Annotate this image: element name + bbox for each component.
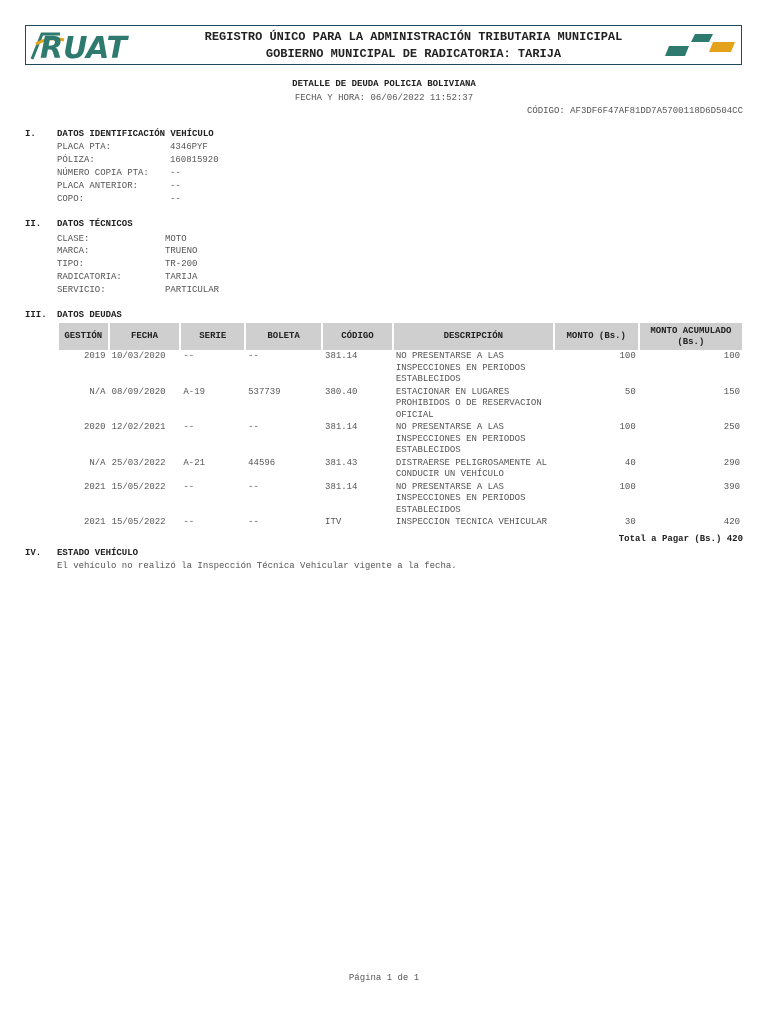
cell-boleta: 537739 xyxy=(248,386,281,397)
cell-codigo: 380.40 xyxy=(325,386,358,397)
cell-serie: -- xyxy=(183,481,195,492)
cell-monto: 50 xyxy=(624,386,636,397)
total-to-pay: Total a Pagar (Bs.) 420 xyxy=(618,534,743,544)
field-label-radicatoria: RADICATORIA: xyxy=(57,272,122,282)
cell-descripcion: DISTRAERSE PELIGROSAMENTE AL CONDUCIR UN VEHÍCULO xyxy=(395,457,548,479)
section1-title: DATOS IDENTIFICACIÓN VEHÍCULO xyxy=(57,129,214,139)
cell-gestion: 2021 xyxy=(83,517,106,527)
cell-fecha: 15/05/2022 xyxy=(111,481,166,492)
field-value-copia: -- xyxy=(170,168,181,178)
field-value-servicio: PARTICULAR xyxy=(165,285,220,295)
field-label-poliza: PÓLIZA: xyxy=(57,155,95,165)
cell-monto: 100 xyxy=(619,351,636,361)
cell-gestion: N/A xyxy=(89,386,106,397)
cell-monto: 100 xyxy=(619,481,636,492)
cell-descripcion: NO PRESENTARSE A LAS INSPECCIONES EN PERIODOS ESTABLECIDOS xyxy=(395,351,526,384)
cell-boleta: -- xyxy=(248,481,259,492)
document-code: CÓDIGO: AF3DF6F47AF81DD7A5700118D6D504CC xyxy=(526,106,743,116)
column-header-serie: SERIE xyxy=(181,323,244,350)
field-label-marca: MARCA: xyxy=(57,246,90,256)
table-row xyxy=(59,457,742,481)
cell-codigo: ITV xyxy=(325,517,342,527)
cell-serie: A-19 xyxy=(183,386,206,397)
field-label-copia: NÚMERO COPIA PTA: xyxy=(57,168,149,178)
column-header-descripcion: DESCRIPCIÓN xyxy=(394,323,553,350)
header-title xyxy=(176,29,651,63)
flag-emblem-icon xyxy=(657,30,737,62)
document-header xyxy=(25,25,742,65)
cell-serie: -- xyxy=(183,351,195,361)
cell-descripcion: INSPECCION TECNICA VEHICULAR xyxy=(395,517,548,527)
field-value-tipo: TR-200 xyxy=(165,259,198,269)
cell-monto-acumulado: 150 xyxy=(723,386,740,397)
debts-table xyxy=(57,323,744,539)
table-row xyxy=(59,481,742,517)
cell-gestion: 2020 xyxy=(83,422,106,432)
section3-title: DATOS DEUDAS xyxy=(57,310,122,320)
field-value-clase: MOTO xyxy=(165,234,187,244)
cell-fecha: 08/09/2020 xyxy=(111,386,166,397)
cell-codigo: 381.14 xyxy=(325,422,358,432)
cell-monto: 40 xyxy=(624,457,636,468)
column-header-codigo: CÓDIGO xyxy=(323,323,392,350)
field-label-tipo: TIPO: xyxy=(57,259,85,269)
section4-number: IV. xyxy=(25,548,42,558)
field-label-servicio: SERVICIO: xyxy=(57,285,106,295)
cell-gestion: 2021 xyxy=(83,481,106,492)
ruat-logo xyxy=(30,30,160,62)
cell-boleta: -- xyxy=(248,422,259,432)
cell-monto: 30 xyxy=(624,517,636,527)
cell-codigo: 381.14 xyxy=(325,351,358,361)
cell-monto-acumulado: 250 xyxy=(723,422,740,432)
cell-monto-acumulado: 390 xyxy=(723,481,740,492)
section4-title: ESTADO VEHÍCULO xyxy=(57,548,139,558)
table-row xyxy=(59,421,742,457)
field-label-placa-anterior: PLACA ANTERIOR: xyxy=(57,181,139,191)
cell-gestion: N/A xyxy=(89,457,106,468)
cell-boleta: -- xyxy=(248,517,259,527)
cell-boleta: 44596 xyxy=(248,457,276,468)
svg-text:RUAT: RUAT xyxy=(40,31,127,62)
cell-descripcion: NO PRESENTARSE A LAS INSPECCIONES EN PERIODOS ESTABLECIDOS xyxy=(395,481,526,515)
cell-descripcion: NO PRESENTARSE A LAS INSPECCIONES EN PERIODOS ESTABLECIDOS xyxy=(395,422,526,455)
cell-serie: A-21 xyxy=(183,457,206,468)
column-header-monto-acumulado: MONTO ACUMULADO (Bs.) xyxy=(640,323,742,350)
page-number: Página 1 de 1 xyxy=(348,973,420,983)
field-value-radicatoria: TARIJA xyxy=(165,272,198,282)
document-title: DETALLE DE DEUDA POLICIA BOLIVIANA xyxy=(292,79,476,89)
field-value-marca: TRUENO xyxy=(165,246,198,256)
section2-number: II. xyxy=(25,219,42,229)
cell-codigo: 381.14 xyxy=(325,481,358,492)
cell-boleta: -- xyxy=(248,351,259,361)
column-header-boleta: BOLETA xyxy=(246,323,321,350)
section1-number: I. xyxy=(25,129,36,139)
cell-monto-acumulado: 290 xyxy=(723,457,740,468)
cell-monto-acumulado: 420 xyxy=(723,517,740,527)
column-header-monto: MONTO (Bs.) xyxy=(555,323,638,350)
field-value-copo: -- xyxy=(170,194,181,204)
cell-codigo: 381.43 xyxy=(325,457,358,468)
cell-descripcion: ESTACIONAR EN LUGARES PROHIBIDOS O DE RESERVACION OFICIAL xyxy=(395,386,542,420)
header-title-line1: REGISTRO ÚNICO PARA LA ADMINISTRACIÓN TRIBUTARIA MUNICIPAL xyxy=(204,30,623,44)
section3-number: III. xyxy=(25,310,47,320)
table-row xyxy=(59,386,742,422)
cell-fecha: 25/03/2022 xyxy=(111,457,166,468)
table-row xyxy=(59,350,742,386)
section2-title: DATOS TÉCNICOS xyxy=(57,219,133,229)
cell-monto-acumulado: 100 xyxy=(723,351,740,361)
cell-gestion: 2019 xyxy=(83,351,106,361)
cell-fecha: 10/03/2020 xyxy=(111,351,166,361)
column-header-fecha: FECHA xyxy=(110,323,180,350)
table-header-row xyxy=(59,323,742,350)
document-datetime: FECHA Y HORA: 06/06/2022 11:52:37 xyxy=(294,93,474,103)
field-label-placa: PLACA PTA: xyxy=(57,142,112,152)
cell-serie: -- xyxy=(183,517,195,527)
cell-monto: 100 xyxy=(619,422,636,432)
cell-fecha: 12/02/2021 xyxy=(111,422,166,432)
field-value-placa: 4346PYF xyxy=(170,142,208,152)
field-label-copo: COPO: xyxy=(57,194,85,204)
field-value-poliza: 160815920 xyxy=(170,155,219,165)
field-label-clase: CLASE: xyxy=(57,234,90,244)
field-value-placa-anterior: -- xyxy=(170,181,181,191)
vehicle-status-text: El vehículo no realizó la Inspección Técnica Vehicular vigente a la fecha. xyxy=(57,561,457,571)
header-title-line2: GOBIERNO MUNICIPAL DE RADICATORIA: TARIJA xyxy=(265,47,562,61)
column-header-gestion: GESTIÓN xyxy=(59,323,108,350)
cell-serie: -- xyxy=(183,422,195,432)
cell-fecha: 15/05/2022 xyxy=(111,517,166,527)
